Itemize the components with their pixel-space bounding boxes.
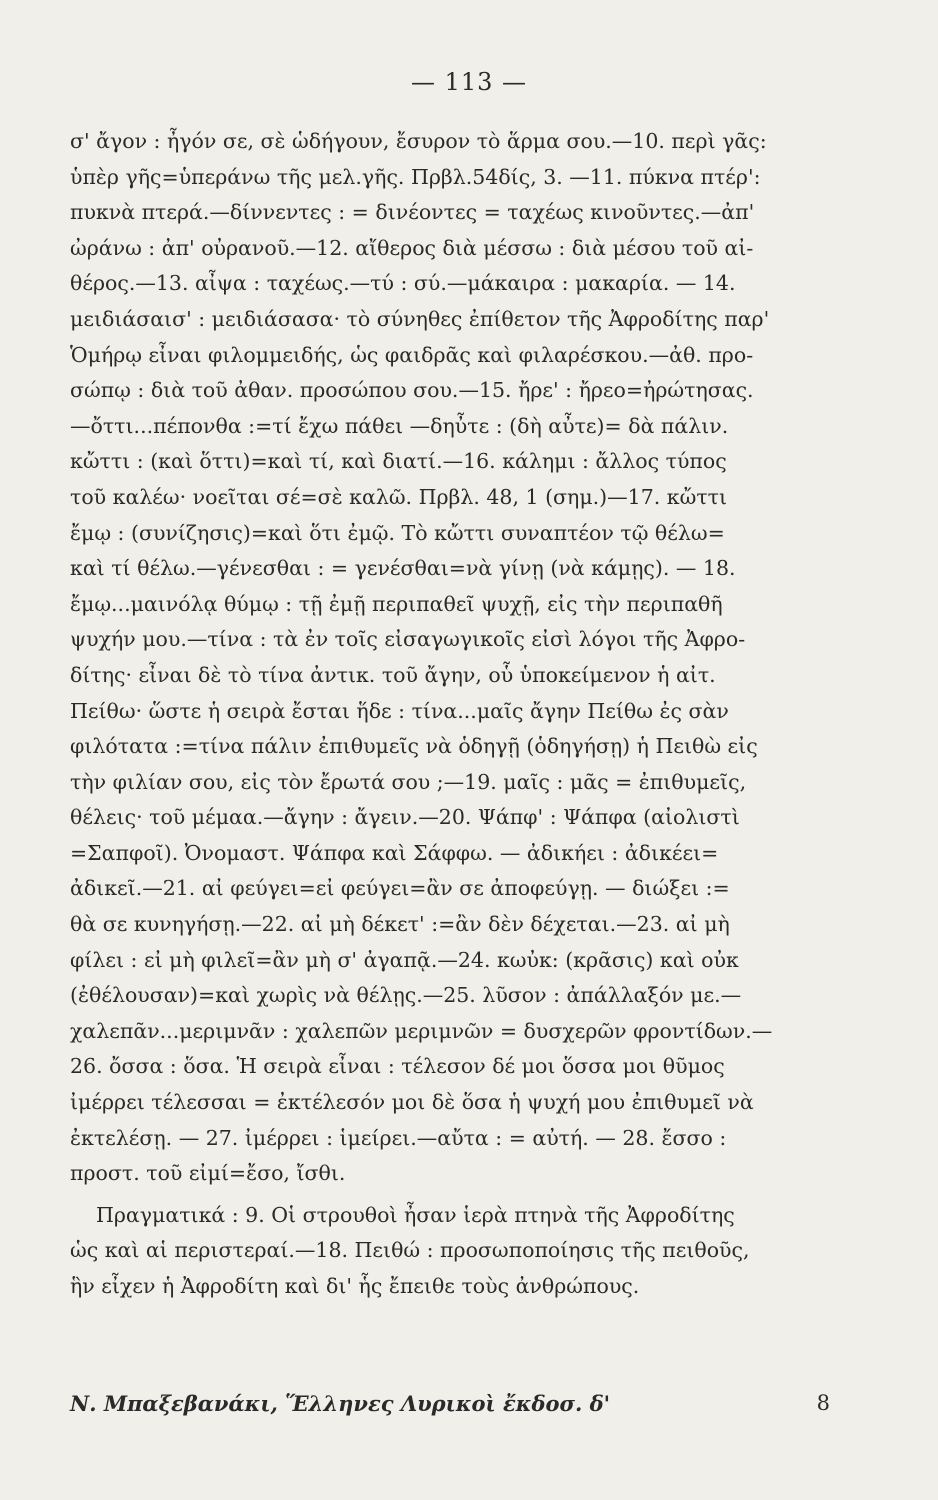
text-line: Πραγματικά : 9. Οἱ στρουθοὶ ἦσαν ἱερὰ πτηνὰ τῆς Ἀφροδίτης xyxy=(96,1202,735,1227)
text-line: ἀδικεῖ.—21. αἰ φεύγει=εἰ φεύγει=ἂν σε ἀποφεύγῃ. — διώξει := xyxy=(70,876,730,901)
text-line: ὠράνω : ἀπ' οὐρανοῦ.—12. αἴθερος διὰ μέσσω : διὰ μέσου τοῦ αἰ- xyxy=(70,235,754,260)
text-line: (ἐθέλουσαν)=καὶ χωρὶς νὰ θέλῃς.—25. λῦσον : ἀπάλλαξόν με.— xyxy=(70,983,742,1008)
footer-credit: Ν. Μπαξεβανάκι, Ἕλληνες Λυρικοὶ ἔκδοσ. δ' xyxy=(70,1391,611,1416)
text-line: ἣν εἶχεν ἡ Ἀφροδίτη καὶ δι' ἧς ἔπειθε τοὺς ἀνθρώπους. xyxy=(70,1274,640,1298)
text-line: —ὄττι...πέπονθα :=τί ἔχω πάθει —δηὖτε : (δὴ αὖτε)= δὰ πάλιν. xyxy=(70,413,729,438)
text-line: πυκνὰ πτερά.—δίννεντες : = δινέοντες = ταχέως κινοῦντες.—ἀπ' xyxy=(70,200,755,225)
text-line: κὤττι : (καὶ ὅττι)=καὶ τί, καὶ διατί.—16. κάλημι : ἄλλος τύπος xyxy=(70,449,727,474)
text-line: τοῦ καλέω· νοεῖται σέ=σὲ καλῶ. Πρβλ. 48, 1 (σημ.)—17. κὤττι xyxy=(70,484,728,509)
text-line: χαλεπᾶν...μεριμνᾶν : χαλεπῶν μεριμνῶν = δυσχερῶν φροντίδων.— xyxy=(70,1018,773,1043)
page-footer xyxy=(70,1391,830,1416)
text-line: Ὁμήρῳ εἶναι φιλομμειδής, ὡς φαιδρᾶς καὶ φιλαρέσκου.—ἀθ. προ- xyxy=(70,342,754,367)
text-line: ψυχήν μου.—τίνα : τὰ ἐν τοῖς εἰσαγωγικοῖς εἰσὶ λόγοι τῆς Ἀφρο- xyxy=(70,627,746,652)
text-line: σώπῳ : διὰ τοῦ ἀθαν. προσώπου σου.—15. ἤρε' : ἤρεο=ἠρώτησας. xyxy=(70,378,754,403)
text-line: Πείθω· ὥστε ἡ σειρὰ ἔσται ἥδε : τίνα...μαῖς ἄγην Πείθω ἐς σὰν xyxy=(70,698,729,723)
text-line: ἔμῳ...μαινόλᾳ θύμῳ : τῇ ἐμῇ περιπαθεῖ ψυχῇ, εἰς τὴν περιπαθῆ xyxy=(70,591,723,616)
text-line: ἐκτελέσῃ. — 27. ἰμέρρει : ἱμείρει.—αὔτα : = αὐτή. — 28. ἔσσο : xyxy=(70,1125,727,1150)
text-line: καὶ τί θέλω.—γένεσθαι : = γενέσθαι=νὰ γίνῃ (νὰ κάμῃς). — 18. xyxy=(70,556,736,581)
page-number: — 113 — xyxy=(410,68,528,96)
text-line: ὑπὲρ γῆς=ὑπεράνω τῆς μελ.γῆς. Πρβλ.54δίς, 3. —11. πύκνα πτέρ': xyxy=(70,164,761,189)
text-line: θὰ σε κυνηγήσῃ.—22. αἰ μὴ δέκετ' :=ἂν δὲν δέχεται.—23. αἰ μὴ xyxy=(70,912,730,937)
text-line: μειδιάσαισ' : μειδιάσασα· τὸ σύνηθες ἐπίθετον τῆς Ἀφροδίτης παρ' xyxy=(70,306,770,331)
text-line: θέρος.—13. αἶψα : ταχέως.—τύ : σύ.—μάκαιρα : μακαρία. — 14. xyxy=(70,271,736,296)
text-line: δίτης· εἶναι δὲ τὸ τίνα ἀντικ. τοῦ ἄγην, οὗ ὑποκείμενον ἡ αἰτ. xyxy=(70,662,716,687)
text-line: ἔμῳ : (συνίζησις)=καὶ ὅτι ἐμῷ. Τὸ κὤττι συναπτέον τῷ θέλω= xyxy=(70,520,725,545)
text-line: φιλότατα :=τίνα πάλιν ἐπιθυμεῖς νὰ ὁδηγῇ (ὁδηγήσῃ) ἡ Πειθὼ εἰς xyxy=(70,734,758,759)
text-line: =Σαπφοῖ). Ὀνομαστ. Ψάπφα καὶ Σάφφω. — ἀδικήει : ἀδικέει= xyxy=(70,840,719,865)
text-line: τὴν φιλίαν σου, εἰς τὸν ἔρωτά σου ;—19. μαῖς : μᾶς = ἐπιθυμεῖς, xyxy=(70,769,747,794)
text-line: φίλει : εἰ μὴ φιλεῖ=ἂν μὴ σ' ἀγαπᾷ.—24. κωὐκ: (κρᾶσις) καὶ οὐκ xyxy=(70,947,739,972)
commentary-text xyxy=(70,124,888,1305)
text-line: ἰμέρρει τέλεσσαι = ἐκτέλεσόν μοι δὲ ὅσα ἡ ψυχή μου ἐπιθυμεῖ νὰ xyxy=(70,1090,754,1115)
text-line: 26. ὄσσα : ὅσα. Ἡ σειρὰ εἶναι : τέλεσον δέ μοι ὅσσα μοι θῦμος xyxy=(70,1054,725,1079)
text-line: προστ. τοῦ εἰμί=ἔσο, ἴσθι. xyxy=(70,1161,346,1186)
signature-mark: 8 xyxy=(816,1391,830,1415)
text-line: σ' ἄγον : ἦγόν σε, σὲ ὡδήγουν, ἔσυρον τὸ ἅρμα σου.—10. περὶ γᾶς: xyxy=(70,129,767,153)
text-line: ὡς καὶ αἱ περιστεραί.—18. Πειθώ : προσωποποίησις τῆς πειθοῦς, xyxy=(70,1238,750,1263)
text-line: θέλεις· τοῦ μέμαα.—ἄγην : ἄγειν.—20. Ψάπφ' : Ψάπφα (αἰολιστὶ xyxy=(70,805,740,830)
